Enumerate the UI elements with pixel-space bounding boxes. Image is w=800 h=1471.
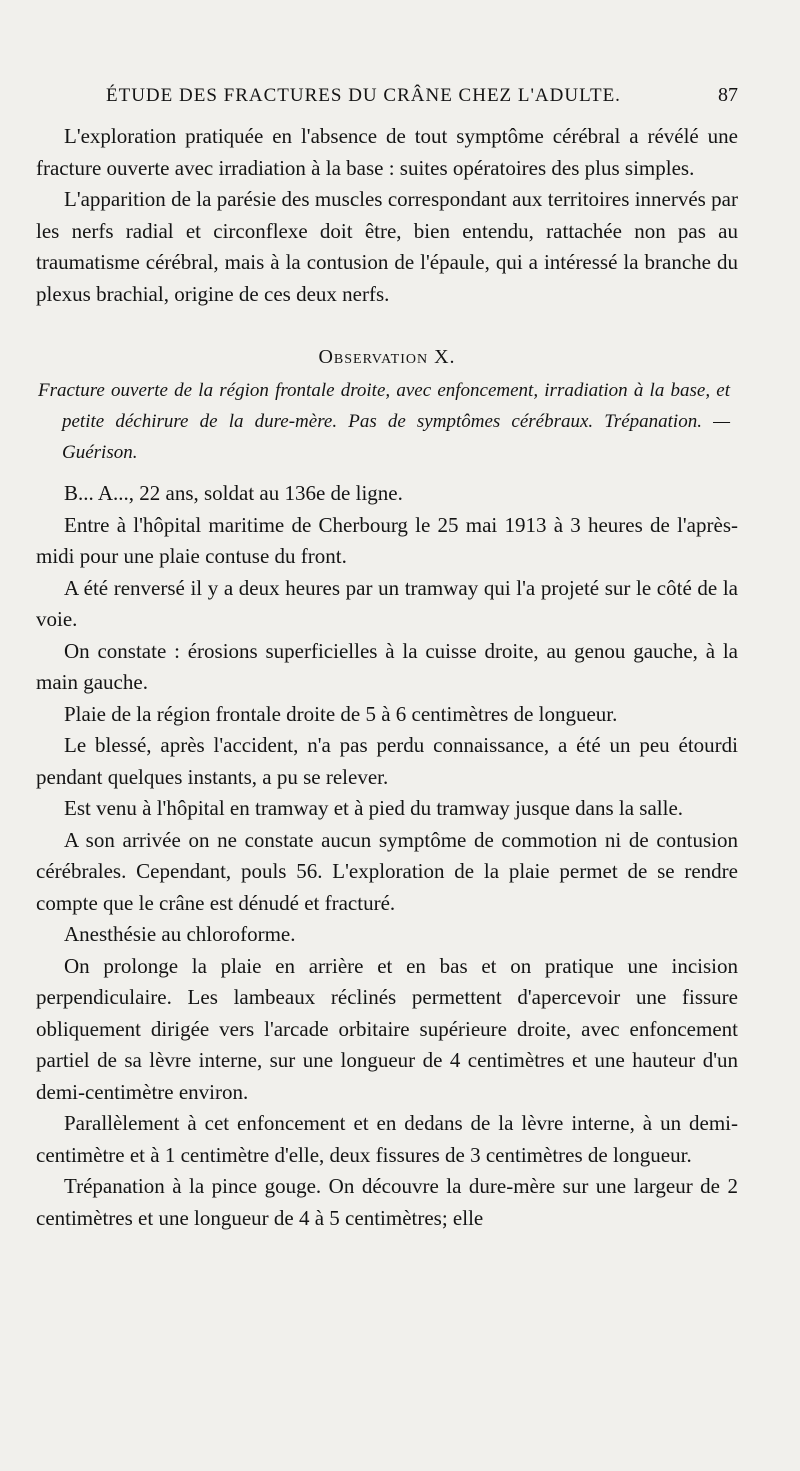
case-paragraph: A son arrivée on ne constate aucun symptôme de commotion ni de contusion cérébrales. Cependant, pouls 56. L'exploration de la plaie permet de se rendre compte que le crâne est dénudé et fracturé.: [36, 827, 738, 915]
case-paragraph: Parallèlement à cet enfoncement et en dedans de la lèvre interne, à un demi-centimètre et à 1 centimètre d'elle, deux fissures de 3 centimètres de longueur.: [36, 1111, 738, 1167]
case-paragraph: B... A..., 22 ans, soldat au 136e de ligne.: [64, 481, 403, 505]
case-paragraph: Anesthésie au chloroforme.: [64, 922, 296, 946]
case-paragraph: Le blessé, après l'accident, n'a pas perdu connaissance, a été un peu étourdi pendant quelques instants, a pu se relever.: [36, 733, 738, 789]
case-paragraph: A été renversé il y a deux heures par un tramway qui l'a projeté sur le côté de la voie.: [36, 575, 738, 631]
page-number: 87: [718, 84, 738, 106]
observation-heading: Observation X.: [318, 346, 456, 368]
running-header: [106, 84, 738, 107]
case-paragraph: On prolonge la plaie en arrière et en bas et on pratique une incision perpendiculaire. Les lambeaux réclinés permettent d'apercevoir une fissure obliquement dirigée vers l'arcade orbitaire supérieure droite, avec enfoncement partiel de sa lèvre interne, sur une longueur de 4 centimètres et une hauteur d'un demi-centimètre environ.: [36, 953, 738, 1104]
case-paragraph: Plaie de la région frontale droite de 5 à 6 centimètres de longueur.: [64, 701, 618, 726]
case-paragraph: Trépanation à la pince gouge. On découvre la dure-mère sur une largeur de 2 centimètres et une longueur de 4 à 5 centimètres; elle: [36, 1174, 738, 1230]
intro-paragraph: L'exploration pratiquée en l'absence de tout symptôme cérébral a révélé une fracture ouverte avec irradiation à la base : suites opératoires des plus simples.: [36, 124, 738, 180]
case-paragraph: On constate : érosions superficielles à la cuisse droite, au genou gauche, à la main gauche.: [36, 638, 738, 694]
observation-subtitle: Fracture ouverte de la région frontale droite, avec enfoncement, irradiation à la base, et petite déchirure de la dure-mère. Pas de symptômes cérébraux. Trépanation. — Guérison.: [38, 380, 730, 463]
case-paragraph: Entre à l'hôpital maritime de Cherbourg le 25 mai 1913 à 3 heures de l'après-midi pour une plaie contuse du front.: [36, 512, 738, 568]
intro-paragraph: L'apparition de la parésie des muscles correspondant aux territoires innervés par les nerfs radial et circonflexe doit être, bien entendu, rattachée non pas au traumatisme cérébral, mais à la contusion de l'épaule, qui a intéressé la branche du plexus brachial, origine de ces deux nerfs.: [36, 187, 738, 306]
running-title: ÉTUDE DES FRACTURES DU CRÂNE CHEZ L'ADULTE.: [106, 85, 621, 106]
case-paragraph: Est venu à l'hôpital en tramway et à pied du tramway jusque dans la salle.: [64, 796, 684, 820]
